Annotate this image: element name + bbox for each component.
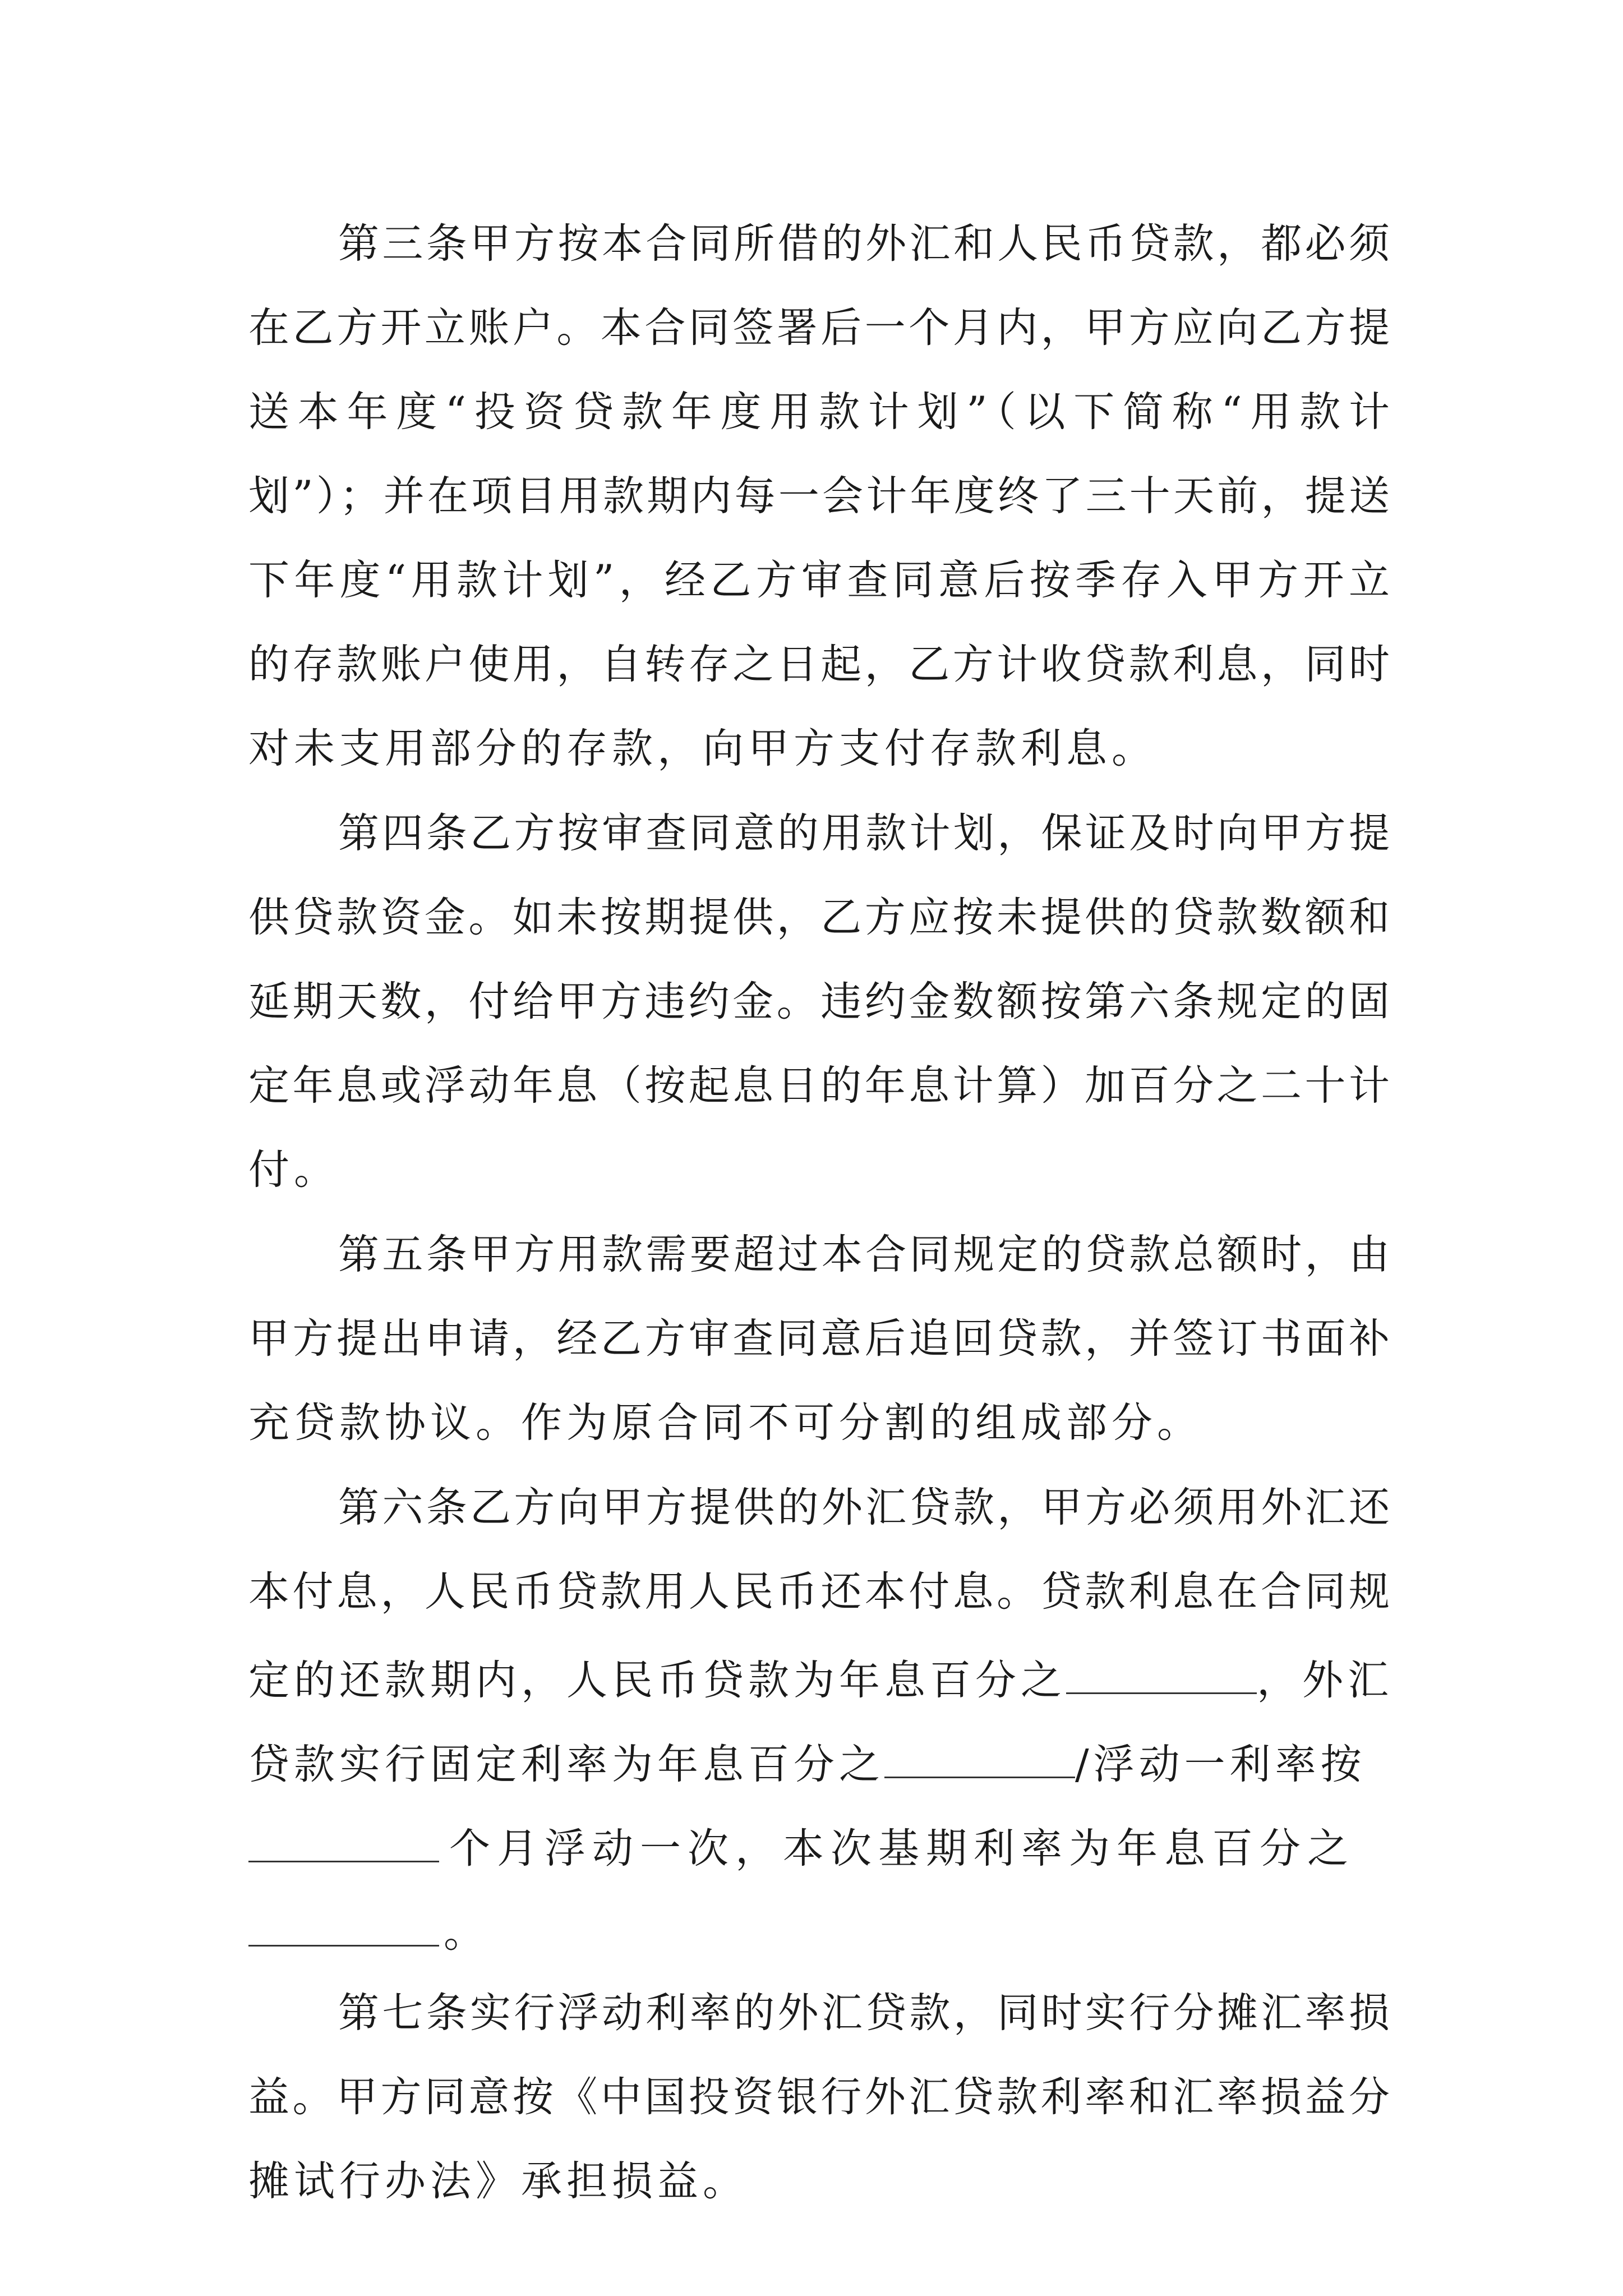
- blank-float-months: [248, 1824, 439, 1862]
- article-3-line: 第三条甲方按本合同所借的外汇和人民币贷款，都必须: [338, 220, 1390, 268]
- blank-base-rate: [248, 1908, 439, 1947]
- article-6-line: [248, 1740, 1366, 1788]
- article-3-line: 在乙方开立账户。本合同签署后一个月内，甲方应向乙方提: [248, 304, 1390, 352]
- article-3-line: 送本年度“投资贷款年度用款计划”（以下简称“用款计: [248, 388, 1390, 436]
- article-7-line: 第七条实行浮动利率的外汇贷款，同时实行分摊汇率损: [338, 1989, 1390, 2037]
- article-7-line: 摊试行办法》承担损益。: [248, 2157, 748, 2205]
- article-6-text: 。: [444, 1909, 489, 1957]
- article-6-line: 本付息，人民币贷款用人民币还本付息。贷款利息在合同规: [248, 1568, 1390, 1616]
- article-3-line: 对未支用部分的存款，向甲方支付存款利息。: [248, 725, 1157, 772]
- article-4-line: 供贷款资金。如未按期提供，乙方应按未提供的贷款数额和: [248, 894, 1390, 941]
- article-6-text: 贷款实行固定利率为年息百分之: [248, 1741, 884, 1788]
- article-6-line: [248, 1908, 489, 1957]
- article-3-line: 下年度“用款计划”，经乙方审查同意后按季存入甲方开立: [248, 556, 1390, 604]
- article-7-line: 益。甲方同意按《中国投资银行外汇贷款利率和汇率损益分: [248, 2073, 1390, 2121]
- article-5-line: 甲方提出申请，经乙方审查同意后追回贷款，并签订书面补: [248, 1315, 1390, 1363]
- article-6-line: [248, 1824, 1355, 1872]
- article-4-line: 付。: [248, 1146, 339, 1194]
- article-5-line: 充贷款协议。作为原合同不可分割的组成部分。: [248, 1399, 1202, 1447]
- article-4-line: 第四条乙方按审查同意的用款计划，保证及时向甲方提: [338, 809, 1390, 857]
- blank-fixed-rate: [884, 1740, 1075, 1778]
- article-6-text: /浮动一利率按: [1075, 1741, 1366, 1788]
- article-6-text: 个月浮动一次，本次基期利率为年息百分之: [449, 1825, 1355, 1872]
- blank-rmb-interest-rate: [1066, 1655, 1257, 1694]
- article-6-text: 定的还款期内，人民币贷款为年息百分之: [248, 1657, 1066, 1704]
- article-6-line: 第六条乙方向甲方提供的外汇贷款，甲方必须用外汇还: [338, 1484, 1390, 1531]
- article-6-line: [248, 1655, 1393, 1704]
- article-4-line: 延期天数，付给甲方违约金。违约金数额按第六条规定的固: [248, 978, 1390, 1025]
- article-4-line: 定年息或浮动年息（按起息日的年息计算）加百分之二十计: [248, 1062, 1390, 1110]
- article-3-line: 划”）；并在项目用款期内每一会计年度终了三十天前，提送: [248, 472, 1390, 520]
- article-6-text: ，外汇: [1257, 1657, 1393, 1704]
- article-3-line: 的存款账户使用，自转存之日起，乙方计收贷款利息，同时: [248, 641, 1390, 688]
- article-5-line: 第五条甲方用款需要超过本合同规定的贷款总额时，由: [338, 1231, 1390, 1278]
